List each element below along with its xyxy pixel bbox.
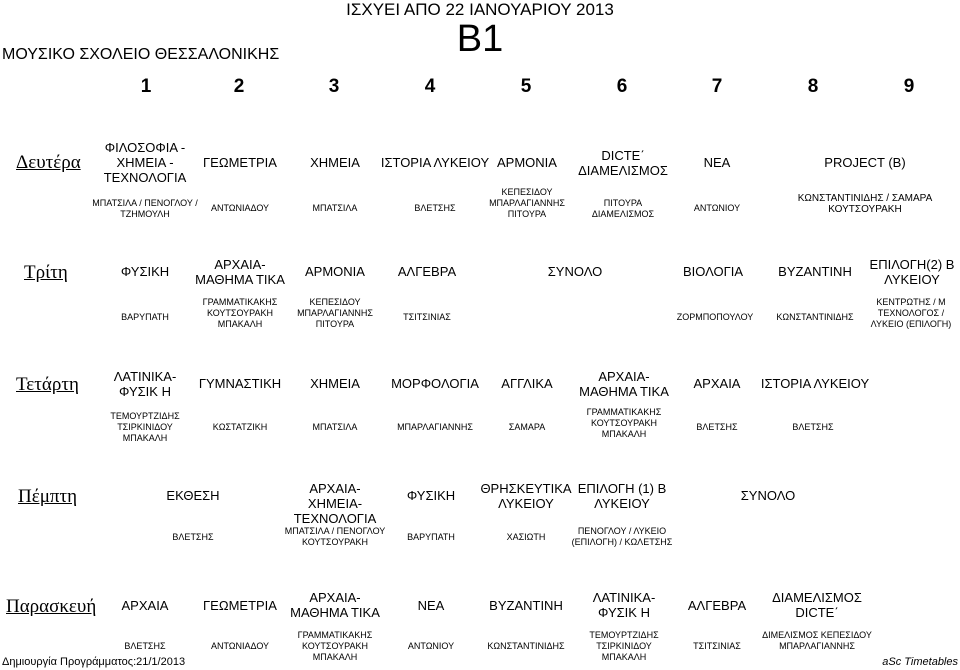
lesson-teacher: ΒΑΡΥΠΑΤΗ xyxy=(121,312,169,322)
lesson-subject: ΙΣΤΟΡΙΑ ΛΥΚΕΙΟΥ xyxy=(380,155,490,170)
period-9: 9 xyxy=(903,76,915,97)
lesson-teacher: ΤΣΙΤΣΙΝΙΑΣ xyxy=(693,641,741,651)
period-7: 7 xyxy=(711,76,723,97)
lesson-subject: ΑΡΧΑΙΑ-ΜΑΘΗΜΑ ΤΙΚΑ xyxy=(195,257,285,287)
period-8: 8 xyxy=(807,76,819,97)
lesson-teacher: ΖΟΡΜΠΟΠΟΥΛΟΥ xyxy=(676,312,754,322)
lesson-subject: ΦΥΣΙΚΗ xyxy=(406,488,456,503)
lesson-subject: ΑΡΜΟΝΙΑ xyxy=(497,155,557,170)
lesson-subject: ΔΙΑΜΕΛΙΣΜΟΣ DICTE΄ xyxy=(772,590,862,620)
period-6: 6 xyxy=(616,76,628,97)
lesson-subject: ΑΡΧΑΙΑ xyxy=(121,598,169,613)
lesson-teacher: ΔΙΜΕΛΙΣΜΟΣ ΚΕΠΕΣΙΔΟΥ ΜΠΑΡΛΑΓΙΑΝΝΗΣ xyxy=(762,630,872,651)
lesson-subject: ΝΕΑ xyxy=(703,155,731,170)
lesson-subject: ΣΥΝΟΛΟ xyxy=(740,488,796,503)
lesson-subject: ΓΕΩΜΕΤΡΙΑ xyxy=(203,598,277,613)
lesson-teacher: ΧΑΣΙΩΤΗ xyxy=(506,532,546,542)
lesson-teacher: ΠΙΤΟΥΡΑ ΔΙΑΜΕΛΙΣΜΟΣ xyxy=(591,198,655,219)
class-title: B1 xyxy=(456,18,504,60)
lesson-teacher: ΓΡΑΜΜΑΤΙΚΑΚΗΣ ΚΟΥΤΣΟΥΡΑΚΗ ΜΠΑΚΑΛΗ xyxy=(297,630,373,662)
lesson-teacher: ΒΛΕΤΣΗΣ xyxy=(414,203,456,213)
lesson-subject: ΑΛΓΕΒΡΑ xyxy=(397,264,457,279)
lesson-subject: ΑΡΧΑΙΑ-ΜΑΘΗΜΑ ΤΙΚΑ xyxy=(290,590,380,620)
lesson-subject: ΣΥΝΟΛΟ xyxy=(547,264,603,279)
lesson-subject: ΑΓΓΛΙΚΑ xyxy=(501,376,553,391)
lesson-teacher: ΚΕΠΕΣΙΔΟΥ ΜΠΑΡΛΑΓΙΑΝΝΗΣ ΠΙΤΟΥΡΑ xyxy=(297,297,373,329)
lesson-subject: ΛΑΤΙΝΙΚΑ-ΦΥΣΙΚ Η xyxy=(592,590,656,620)
day-label-friday: Παρασκευή xyxy=(6,596,97,617)
day-label-thursday: Πέμπτη xyxy=(18,486,78,507)
day-label-tuesday: Τρίτη xyxy=(24,262,68,283)
validity-title: ΙΣΧΥΕΙ ΑΠΟ 22 ΙΑΝΟΥΑΡΙΟΥ 2013 xyxy=(346,0,614,19)
day-label-monday: Δευτέρα xyxy=(16,152,81,173)
lesson-teacher: ΒΑΡΥΠΑΤΗ xyxy=(407,532,455,542)
lesson-teacher: ΣΑΜΑΡΑ xyxy=(508,422,546,432)
lesson-teacher: ΠΕΝΟΓΛΟΥ / ΛΥΚΕΙΟ (ΕΠΙΛΟΓΗ) / ΚΩΛΕΤΣΗΣ xyxy=(571,526,673,547)
lesson-teacher: ΓΡΑΜΜΑΤΙΚΑΚΗΣ ΚΟΥΤΣΟΥΡΑΚΗ ΜΠΑΚΑΛΗ xyxy=(586,407,662,439)
lesson-subject: ΛΑΤΙΝΙΚΑ-ΦΥΣΙΚ Η xyxy=(113,369,177,399)
lesson-subject: ΦΙΛΟΣΟΦΙΑ - ΧΗΜΕΙΑ - ΤΕΧΝΟΛΟΓΙΑ xyxy=(103,140,187,185)
lesson-subject: ΜΟΡΦΟΛΟΓΙΑ xyxy=(391,376,479,391)
lesson-teacher: ΒΛΕΤΣΗΣ xyxy=(172,532,214,542)
lesson-subject: ΕΚΘΕΣΗ xyxy=(166,488,220,503)
lesson-teacher: ΚΩΝΣΤΑΝΤΙΝΙΔΗΣ xyxy=(487,641,565,651)
period-1: 1 xyxy=(140,76,152,97)
lesson-subject: ΙΣΤΟΡΙΑ ΛΥΚΕΙΟΥ xyxy=(760,376,870,391)
lesson-subject: ΧΗΜΕΙΑ xyxy=(310,376,360,391)
lesson-teacher: ΚΕΠΕΣΙΔΟΥ ΜΠΑΡΛΑΓΙΑΝΝΗΣ ΠΙΤΟΥΡΑ xyxy=(489,187,565,219)
period-5: 5 xyxy=(520,76,532,97)
lesson-subject: ΕΠΙΛΟΓΗ (1) Β ΛΥΚΕΙΟΥ xyxy=(577,481,667,511)
day-label-wednesday: Τετάρτη xyxy=(16,374,79,395)
lesson-teacher: ΜΠΑΡΛΑΓΙΑΝΝΗΣ xyxy=(397,422,473,432)
period-4: 4 xyxy=(424,76,436,97)
lesson-subject: ΦΥΣΙΚΗ xyxy=(120,264,170,279)
lesson-teacher: ΒΛΕΤΣΗΣ xyxy=(792,422,834,432)
lesson-teacher: ΜΠΑΤΣΙΛΑ / ΠΕΝΟΓΛΟΥ / ΤΖΗΜΟΥΛΗ xyxy=(92,198,198,219)
lesson-subject: ΓΕΩΜΕΤΡΙΑ xyxy=(203,155,277,170)
lesson-teacher: ΜΠΑΤΣΙΛΑ xyxy=(312,422,358,432)
lesson-teacher: ΑΝΤΩΝΙΑΔΟΥ xyxy=(210,641,270,651)
lesson-subject: ΘΡΗΣΚΕΥΤΙΚΑ ΛΥΚΕΙΟΥ xyxy=(480,481,572,511)
period-3: 3 xyxy=(328,76,340,97)
lesson-subject: ΑΡΧΑΙΑ xyxy=(693,376,741,391)
lesson-teacher: ΒΛΕΤΣΗΣ xyxy=(696,422,738,432)
lesson-teacher: ΤΕΜΟΥΡΤΖΙΔΗΣ ΤΣΙΡΚΙΝΙΔΟΥ ΜΠΑΚΑΛΗ xyxy=(110,411,180,443)
lesson-subject: ΑΛΓΕΒΡΑ xyxy=(687,598,747,613)
lesson-subject: ΒΥΖΑΝΤΙΝΗ xyxy=(778,264,852,279)
lesson-teacher: ΤΕΜΟΥΡΤΖΙΔΗΣ ΤΣΙΡΚΙΝΙΔΟΥ ΜΠΑΚΑΛΗ xyxy=(589,630,659,662)
lesson-subject: PROJECT (B) xyxy=(824,155,906,170)
lesson-subject: ΓΥΜΝΑΣΤΙΚΗ xyxy=(198,376,282,391)
lesson-teacher: ΚΩΣΤΑΤΖΙΚΗ xyxy=(212,422,268,432)
lesson-teacher: ΒΛΕΤΣΗΣ xyxy=(124,641,166,651)
school-name: ΜΟΥΣΙΚΟ ΣΧΟΛΕΙΟ ΘΕΣΣΑΛΟΝΙΚΗΣ xyxy=(2,46,280,63)
lesson-subject: ΝΕΑ xyxy=(417,598,445,613)
lesson-teacher: ΜΠΑΤΣΙΛΑ / ΠΕΝΟΓΛΟΥ ΚΟΥΤΣΟΥΡΑΚΗ xyxy=(284,526,386,547)
lesson-teacher: ΚΩΝΣΤΑΝΤΙΝΙΔΗΣ xyxy=(776,312,854,322)
lesson-subject: ΧΗΜΕΙΑ xyxy=(310,155,360,170)
lesson-teacher: ΤΣΙΤΣΙΝΙΑΣ xyxy=(403,312,451,322)
lesson-subject: DICTE΄ ΔΙΑΜΕΛΙΣΜΟΣ xyxy=(578,148,668,178)
period-2: 2 xyxy=(233,76,245,97)
lesson-teacher: ΚΩΝΣΤΑΝΤΙΝΙΔΗΣ / ΣΑΜΑΡΑ ΚΟΥΤΣΟΥΡΑΚΗ xyxy=(797,193,933,215)
lesson-subject: ΒΙΟΛΟΓΙΑ xyxy=(682,264,744,279)
lesson-teacher: ΑΝΤΩΝΙΑΔΟΥ xyxy=(210,203,270,213)
lesson-subject: ΑΡΜΟΝΙΑ xyxy=(305,264,365,279)
lesson-teacher: ΑΝΤΩΝΙΟΥ xyxy=(407,641,455,651)
lesson-teacher: ΓΡΑΜΜΑΤΙΚΑΚΗΣ ΚΟΥΤΣΟΥΡΑΚΗ ΜΠΑΚΑΛΗ xyxy=(202,297,278,329)
brand-label: aSc Timetables xyxy=(882,656,958,668)
created-date: Δημιουργία Προγράμματος:21/1/2013 xyxy=(2,656,186,668)
lesson-subject: ΑΡΧΑΙΑ-ΜΑΘΗΜΑ ΤΙΚΑ xyxy=(579,369,669,399)
lesson-subject: ΕΠΙΛΟΓΗ(2) Β ΛΥΚΕΙΟΥ xyxy=(869,257,955,287)
lesson-teacher: ΜΠΑΤΣΙΛΑ xyxy=(312,203,358,213)
lesson-subject: ΒΥΖΑΝΤΙΝΗ xyxy=(489,598,563,613)
lesson-teacher: ΑΝΤΩΝΙΟΥ xyxy=(693,203,741,213)
lesson-subject: ΑΡΧΑΙΑ-ΧΗΜΕΙΑ-ΤΕΧΝΟΛΟΓΙΑ xyxy=(293,481,377,526)
lesson-teacher: ΚΕΝΤΡΩΤΗΣ / Μ ΤΕΧΝΟΛΟΓΟΣ / ΛΥΚΕΙΟ (ΕΠΙΛΟΓΗ) xyxy=(870,297,952,329)
